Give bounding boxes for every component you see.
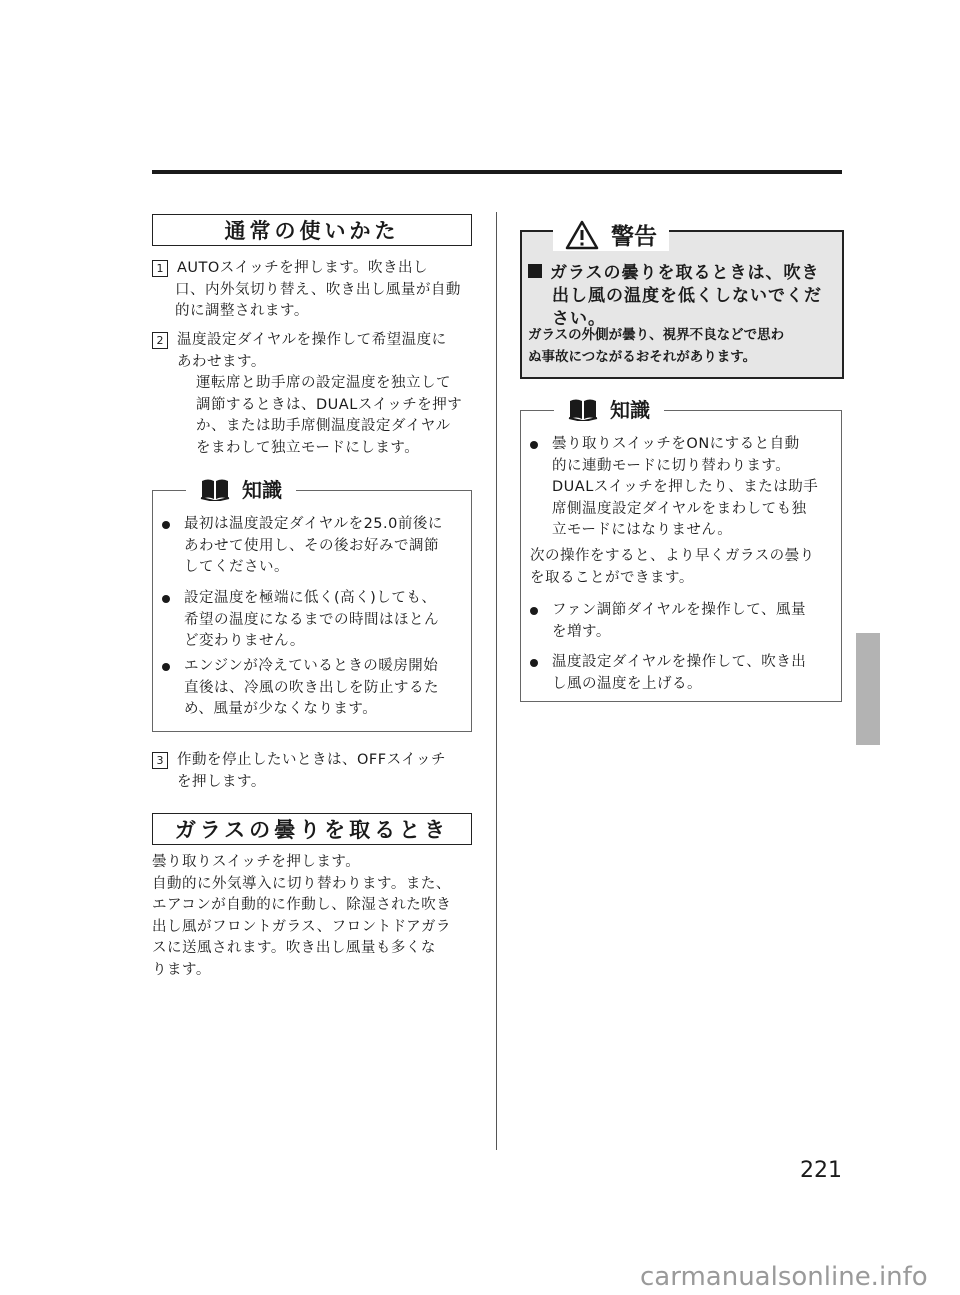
paragraph-line: ります。 <box>152 961 211 978</box>
paragraph-line: 次の操作をすると、より早くガラスの曇り <box>530 548 815 564</box>
item-line: してください。 <box>184 559 289 575</box>
paragraph-line: エアコンが自動的に作動し、除湿された吹き <box>152 897 452 913</box>
book-icon <box>568 397 598 421</box>
knowledge-item <box>162 514 462 579</box>
note-line: 運転席と助手席の設定温度を独立して <box>196 375 451 391</box>
item-line: ど変わりません。 <box>184 633 305 649</box>
step-line: 作動を停止したいときは、OFFスイッチ <box>177 752 447 768</box>
step-text <box>177 750 472 793</box>
step-number: 3 <box>152 752 168 769</box>
faster-defog-paragraph <box>530 546 836 589</box>
step-3 <box>152 750 472 793</box>
knowledge-label: 知識 <box>242 478 282 502</box>
paragraph-line: 曇り取りスイッチを押します。 <box>152 854 361 870</box>
step-note <box>196 373 472 459</box>
item-line: ファン調節ダイヤルを操作して、風量 <box>552 602 806 618</box>
step-line: AUTOスイッチを押します。吹き出し <box>177 260 429 276</box>
item-line: 直後は、冷風の吹き出しを防止するた <box>184 679 439 696</box>
item-line: 席側温度設定ダイヤルをまわしても独 <box>552 500 807 517</box>
note-line: 調節するときは、DUALスイッチを押す <box>196 396 463 413</box>
watermark: carmanualsonline.info <box>640 1262 928 1292</box>
step-2 <box>152 330 472 459</box>
bullet-icon <box>162 595 170 603</box>
warning-title-line: 出し風の温度を低くしないでくだ <box>552 286 822 306</box>
knowledge-heading-left <box>186 474 296 503</box>
warning-title-line: ガラスの曇りを取るときは、吹き <box>550 263 820 283</box>
knowledge-item <box>530 600 836 643</box>
item-line: め、風量が少なくなります。 <box>184 701 378 717</box>
warning-title <box>528 262 834 331</box>
item-line: あわせて使用し、その後お好みで調節 <box>184 537 439 554</box>
step-line: 口、内外気切り替え、吹き出し風量が自動 <box>175 281 461 298</box>
section-title-normal-use: 通常の使いかた <box>152 214 472 246</box>
item-line: エンジンが冷えているときの暖房開始 <box>184 658 439 674</box>
note-line: か、または助手席側温度設定ダイヤル <box>196 418 451 434</box>
paragraph-line: を取ることができます。 <box>530 569 694 586</box>
page-number: 221 <box>800 1158 842 1183</box>
step-line: 的に調整されます。 <box>175 303 309 319</box>
step-line: を押します。 <box>177 773 266 790</box>
knowledge-heading-right <box>554 394 664 423</box>
step-text <box>177 258 472 323</box>
item-line: し風の温度を上げる。 <box>552 675 702 692</box>
item-line: 立モードにはなりません。 <box>552 522 733 538</box>
step-text <box>177 330 472 373</box>
note-line: をまわして独立モードにします。 <box>196 439 420 456</box>
column-divider <box>496 212 497 1150</box>
knowledge-item <box>162 588 462 653</box>
step-number: 1 <box>152 260 168 277</box>
warning-body-line: ぬ事故につながるおそれがあります。 <box>528 349 757 365</box>
item-line: を増す。 <box>552 623 611 640</box>
paragraph-line: 自動的に外気導入に切り替わります。また、 <box>152 875 451 892</box>
bullet-icon <box>162 663 170 671</box>
section-title-defog: ガラスの曇りを取るとき <box>152 813 472 845</box>
bullet-icon <box>530 607 538 615</box>
step-line: あわせます。 <box>177 353 266 370</box>
warning-triangle-icon <box>565 220 599 250</box>
bullet-icon <box>530 441 538 449</box>
knowledge-item <box>162 656 462 721</box>
item-line: 最初は温度設定ダイヤルを25.0前後に <box>184 516 443 532</box>
item-line: 希望の温度になるまでの時間はほとん <box>184 611 439 628</box>
top-rule <box>152 170 842 174</box>
square-bullet-icon <box>528 264 542 278</box>
step-line: 温度設定ダイヤルを操作して希望温度に <box>177 332 447 348</box>
paragraph-line: スに送風されます。吹き出し風量も多くな <box>152 940 436 956</box>
warning-title-line: さい。 <box>552 309 606 329</box>
item-line: 曇り取りスイッチをONにすると自動 <box>552 436 800 452</box>
book-icon <box>200 477 230 501</box>
item-line: DUALスイッチを押したり、または助手 <box>552 479 819 495</box>
step-1 <box>152 258 472 323</box>
paragraph-line: 出し風がフロントガラス、フロントドアガラ <box>152 918 451 935</box>
item-line: 温度設定ダイヤルを操作して、吹き出 <box>552 654 807 670</box>
step-number: 2 <box>152 332 168 349</box>
bullet-icon <box>162 521 170 529</box>
knowledge-label: 知識 <box>610 398 650 422</box>
defog-paragraph <box>152 852 482 981</box>
knowledge-item <box>530 434 836 542</box>
bullet-icon <box>530 659 538 667</box>
knowledge-item <box>530 652 836 695</box>
chapter-side-tab <box>856 633 880 745</box>
warning-body <box>528 324 834 368</box>
warning-body-line: ガラスの外側が曇り、視界不良などで思わ <box>528 327 785 343</box>
warning-heading <box>553 218 669 251</box>
warning-head-rule <box>520 230 556 232</box>
item-line: 的に連動モードに切り替わります。 <box>552 457 791 474</box>
warning-label: 警告 <box>611 224 657 250</box>
item-line: 設定温度を極端に低く(高く)しても、 <box>184 590 437 606</box>
